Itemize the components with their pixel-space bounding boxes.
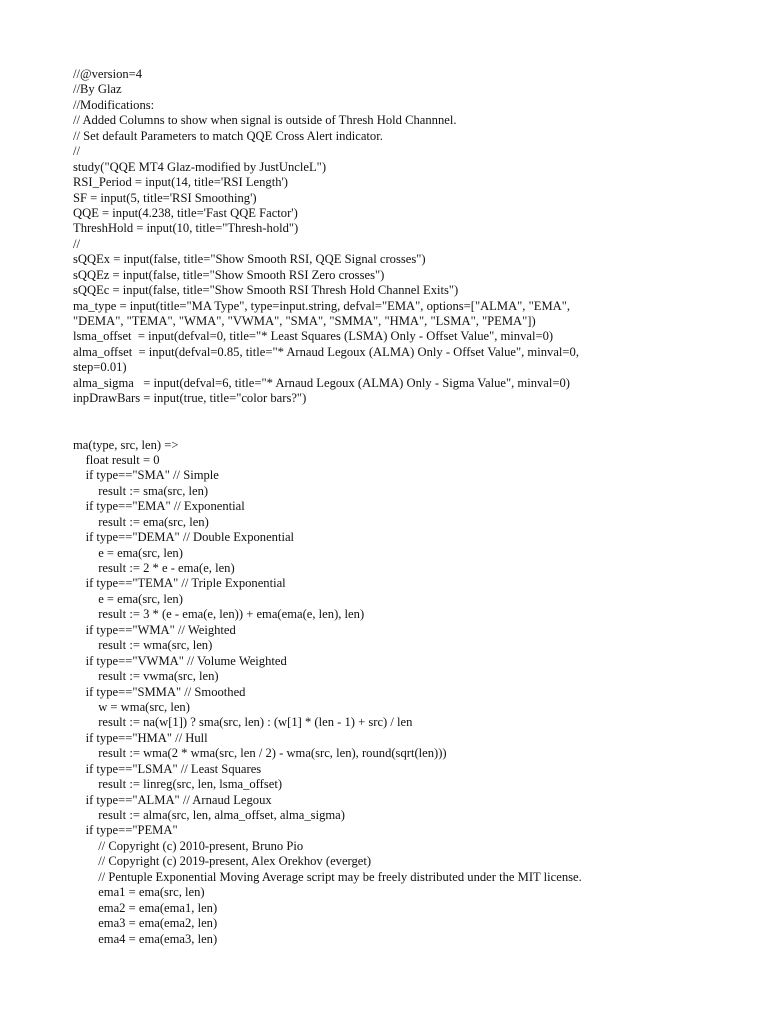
code-line: ema4 = ema(ema3, len) — [73, 931, 218, 946]
code-line: result := na(w[1]) ? sma(src, len) : (w[1] * (len - 1) + src) / len — [73, 715, 413, 730]
code-line: result := vwma(src, len) — [73, 669, 219, 684]
code-line: if type=="LSMA" // Least Squares — [73, 761, 262, 776]
code-line: // Set default Parameters to match QQE Cross Alert indicator. — [73, 128, 383, 143]
code-line: result := sma(src, len) — [73, 483, 209, 498]
code-line: // Copyright (c) 2019-present, Alex Orekhov (everget) — [73, 854, 372, 869]
code-line: sQQEc = input(false, title="Show Smooth RSI Thresh Hold Channel Exits") — [73, 283, 459, 298]
code-line: if type=="PEMA" — [73, 823, 178, 838]
code-line: // Added Columns to show when signal is outside of Thresh Hold Channnel. — [73, 113, 457, 128]
code-line: // Copyright (c) 2010-present, Bruno Pio — [73, 838, 304, 853]
code-line: if type=="EMA" // Exponential — [73, 499, 245, 514]
code-line: //Modifications: — [73, 97, 155, 112]
code-line: result := ema(src, len) — [73, 514, 209, 529]
code-line: // — [73, 144, 80, 159]
code-line: if type=="ALMA" // Arnaud Legoux — [73, 792, 272, 807]
code-line: RSI_Period = input(14, title='RSI Length') — [73, 175, 288, 190]
code-line: result := alma(src, len, alma_offset, alma_sigma) — [73, 808, 345, 822]
code-line: alma_offset = input(defval=0.85, title="* Arnaud Legoux (ALMA) Only - Offset Value", minval=0, — [73, 344, 579, 359]
code-line: QQE = input(4.238, title='Fast QQE Factor') — [73, 205, 298, 220]
code-line: //By Glaz — [73, 82, 122, 97]
code-line: result := 2 * e - ema(e, len) — [73, 561, 235, 575]
code-line: sQQEz = input(false, title="Show Smooth RSI Zero crosses") — [73, 267, 385, 282]
code-line: if type=="WMA" // Weighted — [73, 622, 236, 637]
code-line: result := 3 * (e - ema(e, len)) + ema(ema(e, len), len) — [73, 607, 365, 622]
code-line: w = wma(src, len) — [73, 699, 190, 714]
code-line: e = ema(src, len) — [73, 591, 183, 606]
code-line: lsma_offset = input(defval=0, title="* Least Squares (LSMA) Only - Offset Value", minval=0) — [73, 329, 554, 344]
code-line: ema3 = ema(ema2, len) — [73, 916, 218, 931]
code-line: e = ema(src, len) — [73, 545, 183, 560]
code-line: alma_sigma = input(defval=6, title="* Arnaud Legoux (ALMA) Only - Sigma Value", minval=0) — [73, 375, 570, 390]
code-line: ma(type, src, len) => — [73, 437, 179, 452]
code-line: // — [73, 236, 80, 251]
code-line: if type=="TEMA" // Triple Exponential — [73, 576, 286, 591]
code-line: SF = input(5, title='RSI Smoothing') — [73, 190, 257, 205]
code-line: float result = 0 — [73, 452, 160, 467]
code-line: inpDrawBars = input(true, title="color bars?") — [73, 391, 307, 406]
code-line: result := wma(src, len) — [73, 638, 213, 653]
code-line: study("QQE MT4 Glaz-modified by JustUncleL") — [73, 159, 327, 174]
code-line: ema1 = ema(src, len) — [73, 885, 205, 900]
code-line: ma_type = input(title="MA Type", type=input.string, defval="EMA", options=["ALMA", "EMA", — [73, 298, 571, 313]
code-line: result := wma(2 * wma(src, len / 2) - wma(src, len), round(sqrt(len))) — [73, 746, 447, 761]
code-line — [73, 422, 753, 437]
code-line: ThreshHold = input(10, title="Thresh-hold") — [73, 221, 299, 236]
code-line: ema2 = ema(ema1, len) — [73, 900, 218, 915]
code-listing — [73, 67, 753, 947]
code-line: if type=="HMA" // Hull — [73, 730, 208, 745]
code-line: // Pentuple Exponential Moving Average script may be freely distributed under the MIT license. — [73, 869, 582, 884]
code-line: if type=="SMA" // Simple — [73, 468, 219, 483]
code-line: if type=="DEMA" // Double Exponential — [73, 530, 295, 545]
code-line: if type=="SMMA" // Smoothed — [73, 684, 246, 699]
code-line: //@version=4 — [73, 67, 143, 81]
code-line: sQQEx = input(false, title="Show Smooth RSI, QQE Signal crosses") — [73, 252, 426, 267]
code-line: result := linreg(src, len, lsma_offset) — [73, 777, 283, 792]
code-line — [73, 407, 753, 422]
code-line: if type=="VWMA" // Volume Weighted — [73, 653, 287, 668]
code-line: step=0.01) — [73, 360, 127, 375]
code-line: "DEMA", "TEMA", "WMA", "VWMA", "SMA", "SMMA", "HMA", "LSMA", "PEMA"]) — [73, 314, 536, 328]
